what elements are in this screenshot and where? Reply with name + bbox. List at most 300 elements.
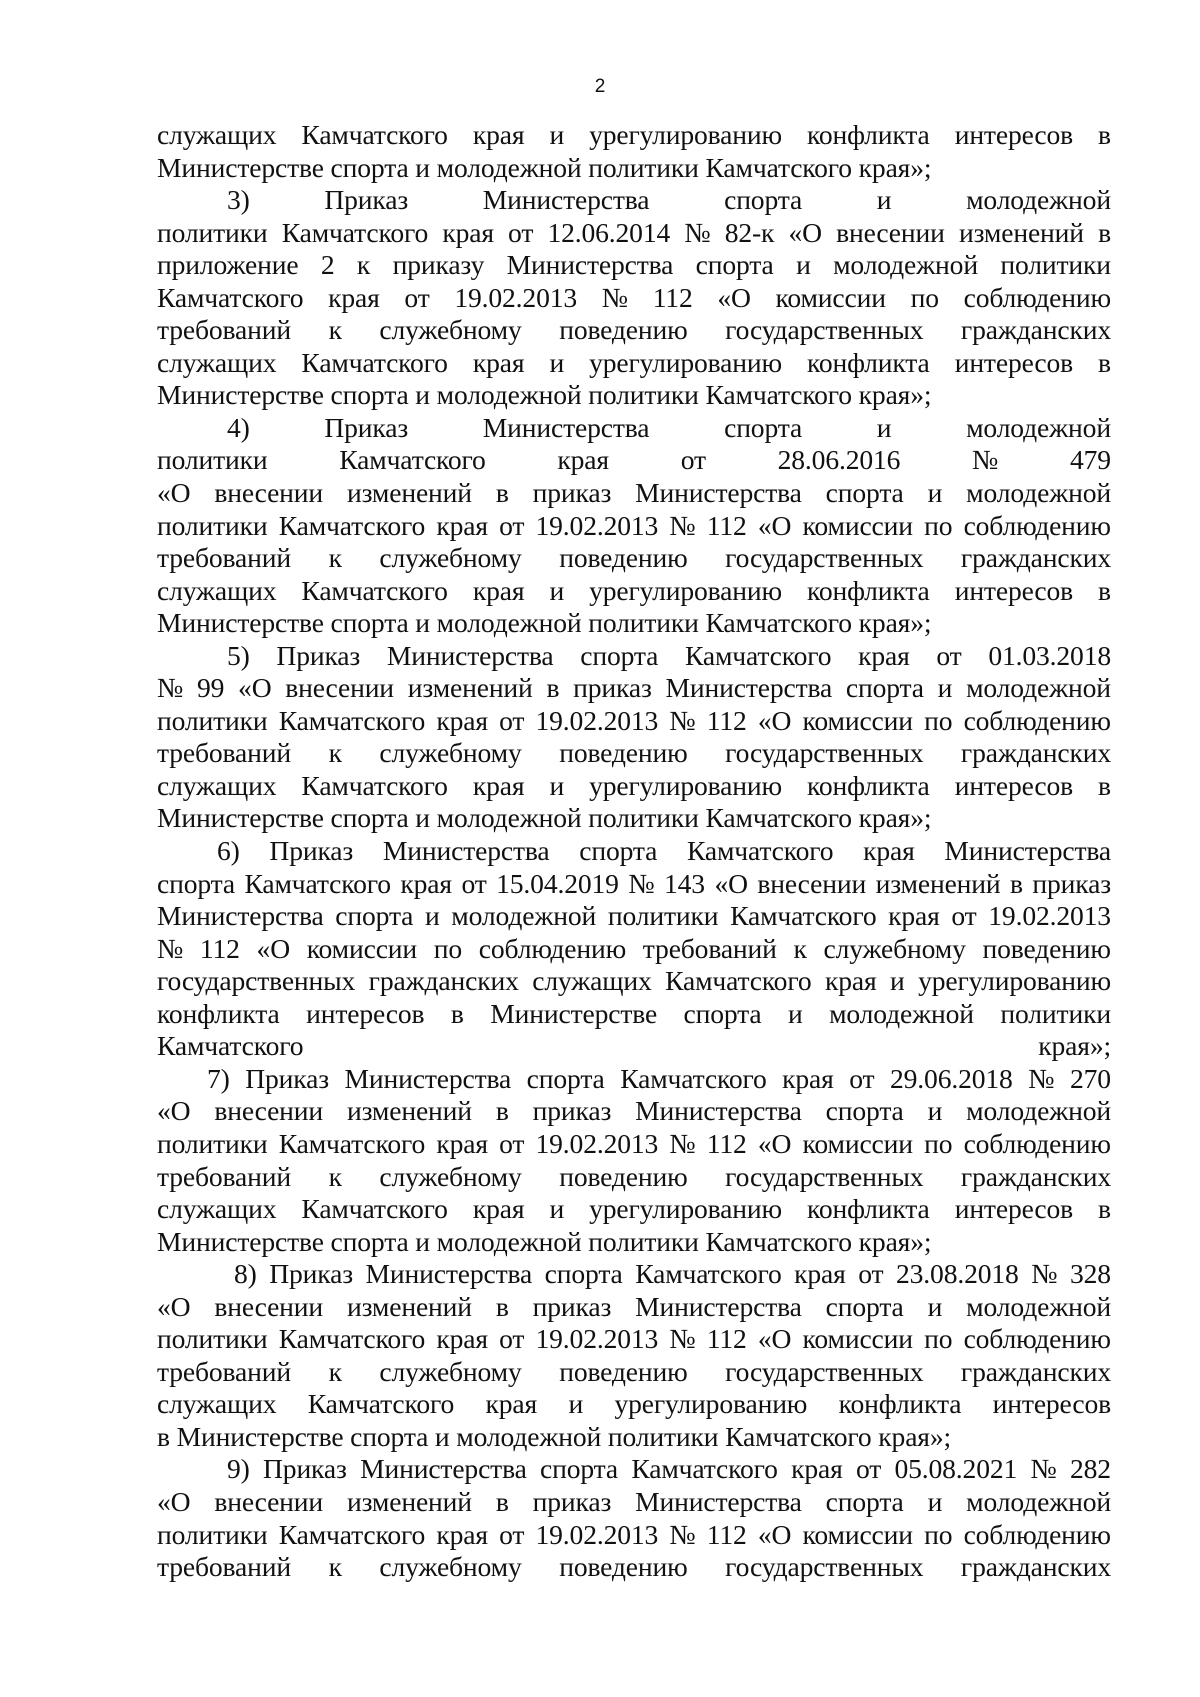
word: к [356, 249, 371, 281]
word: № [157, 932, 184, 964]
word: требований [157, 1355, 291, 1387]
word: политики [157, 704, 268, 736]
word: «О [757, 509, 792, 541]
word: гражданских [960, 1160, 1111, 1192]
word: политики [1000, 997, 1111, 1029]
word: гражданских [960, 737, 1111, 769]
word: спорта [526, 1062, 605, 1094]
word: «О [757, 1323, 792, 1355]
word: края [888, 900, 940, 932]
text-line [157, 1356, 1111, 1389]
word: от [499, 509, 525, 541]
word: края [436, 1323, 488, 1355]
word: молодежной [966, 1485, 1111, 1517]
word: Камчатского [301, 1193, 448, 1225]
word: Министерстве [490, 997, 658, 1029]
word: внесении [214, 477, 324, 509]
word: Приказ [276, 639, 361, 671]
text-line [157, 1161, 1111, 1194]
word: приказ [573, 672, 652, 704]
word: внесении [214, 1095, 324, 1127]
text-line [157, 640, 1111, 673]
text-line [157, 152, 1111, 185]
word: Камчатского [278, 704, 426, 736]
line-text: в Министерстве спорта и молодежной политики Камчатского края»; [157, 1420, 952, 1452]
word: интересов [954, 119, 1073, 150]
word: в [1098, 769, 1111, 801]
word: изменений [958, 216, 1084, 248]
word: края [858, 639, 910, 671]
word: урегулированию [614, 1388, 808, 1420]
word: политики [157, 1518, 268, 1550]
word: 19.02.2013 [535, 1518, 659, 1550]
word: в [1098, 1193, 1111, 1225]
text-line [157, 184, 1111, 217]
word: изменений [346, 1290, 472, 1322]
document-body [157, 119, 1111, 1584]
text-line [157, 770, 1111, 803]
word: государственных [725, 314, 924, 346]
word: 19.02.2013 [454, 281, 578, 313]
word: урегулированию [589, 769, 782, 801]
word: Камчатского [301, 769, 448, 801]
word: 5) [227, 639, 250, 671]
word: молодежной [451, 900, 597, 932]
text-line [157, 1095, 1111, 1128]
word: № [1028, 1062, 1055, 1094]
text-line [157, 900, 1111, 933]
word: изменений [407, 672, 533, 704]
word: поведению [559, 1355, 688, 1387]
word: 112 [706, 1518, 747, 1550]
word: внесении [836, 216, 945, 248]
word: по [924, 509, 953, 541]
word: политики [157, 1323, 268, 1355]
word: 82-к [724, 216, 775, 248]
word: Приказ [263, 1453, 347, 1485]
word: Министерства [482, 184, 650, 216]
word: Приказ [269, 1258, 353, 1290]
word: 2 [320, 249, 335, 281]
text-line [157, 1226, 1111, 1259]
word: № [628, 867, 655, 899]
word: приказ [532, 1485, 612, 1517]
word: в [1098, 346, 1111, 378]
word: 112 [199, 932, 240, 964]
word: и [889, 965, 905, 997]
word: внесении [757, 867, 867, 899]
word: «О [256, 932, 290, 964]
word: в [1010, 867, 1023, 899]
word: 19.02.2013 [535, 1323, 659, 1355]
word: № [669, 1323, 696, 1355]
word: в [495, 1290, 509, 1322]
word: Камчатского [635, 1258, 782, 1290]
word: края [436, 1518, 488, 1550]
word: Камчатского [684, 639, 832, 671]
word: спорта [335, 900, 414, 932]
word: комиссии [775, 281, 886, 313]
word: спорта [724, 184, 803, 216]
word: от [936, 639, 962, 671]
word: Камчатского [244, 867, 391, 899]
text-line [157, 1193, 1111, 1226]
word: поведению [559, 314, 688, 346]
word: Камчатского [339, 444, 486, 476]
word: по [924, 1127, 953, 1159]
word: комиссии [802, 509, 913, 541]
word: интересов [306, 997, 425, 1029]
word: 6) [217, 835, 240, 867]
word: Камчатского [278, 1127, 426, 1159]
word: Камчатского [307, 1388, 455, 1420]
word: политики [157, 444, 268, 476]
text-line [157, 1323, 1111, 1356]
word: молодежной [966, 477, 1111, 509]
word: и [424, 900, 440, 932]
word: края [436, 704, 488, 736]
word: изменений [346, 1485, 472, 1517]
word: интересов [954, 769, 1073, 801]
word: 112 [706, 704, 747, 736]
word: «О [757, 1127, 792, 1159]
word: Министерства [635, 1290, 802, 1322]
word: поведению [559, 737, 688, 769]
word: 15.04.2019 [496, 867, 619, 899]
word: «О [157, 1290, 191, 1322]
word: Министерства [635, 1095, 802, 1127]
word: Министерства [635, 477, 802, 509]
text-line [157, 1291, 1111, 1324]
word: «О [757, 704, 792, 736]
word: 3) [227, 184, 250, 216]
word: политики [157, 216, 268, 248]
word: спорта [825, 1095, 904, 1127]
word: 7) [207, 1062, 230, 1094]
word: Камчатского [301, 574, 448, 606]
word: Камчатского [278, 1323, 426, 1355]
word: в [495, 1095, 509, 1127]
text-line [157, 1486, 1111, 1519]
text-line [157, 1128, 1111, 1161]
word: от [858, 1258, 884, 1290]
word: и [937, 672, 953, 704]
word: по [924, 704, 953, 736]
word: политики [1000, 249, 1111, 281]
word: политики [607, 900, 719, 932]
word: соблюдению [963, 1127, 1111, 1159]
word: соблюдению [963, 704, 1111, 736]
word: № [157, 672, 184, 704]
word: к [328, 314, 342, 346]
word: молодежной [966, 411, 1111, 443]
line-text: Министерстве спорта и молодежной политики Камчатского края»; [157, 802, 932, 834]
word: требований [157, 737, 291, 769]
text-line [157, 672, 1111, 705]
word: от [499, 704, 525, 736]
word: комиссии [306, 932, 418, 964]
word: Приказ [324, 184, 409, 216]
word: Министерства [382, 835, 550, 867]
word: приложение [157, 249, 299, 281]
word: служебному [379, 1551, 522, 1583]
word: к [328, 1160, 342, 1192]
word: и [876, 184, 892, 216]
word: 112 [706, 1323, 747, 1355]
text-line [157, 314, 1111, 347]
word: и [927, 1290, 943, 1322]
text-line [157, 444, 1111, 477]
word: спорта [695, 249, 774, 281]
text-line [157, 379, 1111, 412]
word: края [472, 119, 525, 150]
word: и [927, 1095, 943, 1127]
text-line [157, 217, 1111, 250]
word: поведению [559, 1551, 688, 1583]
word: Камчатского [278, 509, 426, 541]
word: служебному [379, 1160, 522, 1192]
word: Министерства [157, 900, 324, 932]
word: 328 [1069, 1258, 1111, 1290]
word: «О [757, 1518, 792, 1550]
word: по [924, 1518, 953, 1550]
word: к [328, 737, 342, 769]
word: приказ [532, 477, 612, 509]
word: 05.08.2021 [894, 1453, 1018, 1485]
word: Камчатского [730, 900, 877, 932]
word: молодежной [966, 1095, 1111, 1127]
text-line [157, 998, 1111, 1031]
word: 112 [706, 509, 747, 541]
line-text: Министерстве спорта и молодежной политики Камчатского края»; [157, 379, 932, 411]
word: урегулированию [589, 1193, 782, 1225]
text-line [157, 510, 1111, 543]
word: по [910, 281, 939, 313]
text-line [157, 965, 1111, 998]
word: изменений [875, 867, 1001, 899]
word: приказ [532, 1095, 612, 1127]
word: № [1031, 1258, 1058, 1290]
text-line [157, 412, 1111, 445]
word: края [472, 346, 525, 378]
word: 19.02.2013 [535, 1127, 659, 1159]
word: Камчатского [301, 119, 448, 150]
word: гражданских [960, 314, 1111, 346]
word: служащих [157, 574, 277, 606]
word: от [508, 216, 534, 248]
page-number: 2 [594, 76, 606, 97]
text-line [157, 1453, 1111, 1486]
text-line [157, 933, 1111, 966]
word: № [684, 216, 711, 248]
word: спорта [579, 835, 658, 867]
word: Министерства [635, 1485, 802, 1517]
word: Приказ [324, 411, 409, 443]
word: служебному [379, 1355, 522, 1387]
word: Приказ [269, 835, 354, 867]
word: и [549, 346, 565, 378]
word: конфликта [807, 574, 930, 606]
word: и [787, 997, 803, 1029]
line-text: Министерстве спорта и молодежной политики Камчатского края»; [157, 607, 932, 639]
text-line [157, 575, 1111, 608]
word: Министерства [344, 1062, 512, 1094]
word: края [328, 281, 380, 313]
word: «О [157, 1095, 191, 1127]
word: в [495, 477, 509, 509]
word: и [549, 1193, 565, 1225]
word: соблюдению [963, 1323, 1111, 1355]
word: приказ [532, 1290, 612, 1322]
word: № [601, 281, 628, 313]
word: 29.06.2018 [890, 1062, 1013, 1094]
word: конфликта [807, 119, 930, 150]
word: конфликта [807, 769, 930, 801]
word: служебному [379, 542, 522, 574]
word: государственных [725, 1551, 924, 1583]
word: края [791, 1453, 843, 1485]
text-line [157, 1421, 1111, 1454]
word: и [549, 119, 565, 150]
word: Приказ [245, 1062, 329, 1094]
word: и [796, 249, 811, 281]
word: урегулированию [589, 346, 782, 378]
word: урегулированию [918, 965, 1111, 997]
word: внесении [285, 672, 394, 704]
word: политики [157, 509, 268, 541]
word: 8) [234, 1258, 257, 1290]
word: «О [788, 216, 822, 248]
word: соблюдению [963, 509, 1111, 541]
word: внесении [214, 1290, 324, 1322]
word: спорта [580, 639, 659, 671]
word: в [495, 1485, 509, 1517]
word: в [450, 997, 464, 1029]
text-line [157, 477, 1111, 510]
word: служащих [157, 1193, 277, 1225]
word: изменений [346, 477, 472, 509]
word: от [680, 444, 706, 476]
word: комиссии [802, 1323, 913, 1355]
word: № [669, 1127, 696, 1159]
text-line [157, 1063, 1111, 1096]
word: требований [157, 542, 291, 574]
word: к [328, 1551, 342, 1583]
word: № [669, 509, 696, 541]
word: Министерства [360, 1453, 527, 1485]
word: государственных [725, 1355, 924, 1387]
word: к [328, 542, 342, 574]
word: 23.08.2018 [896, 1258, 1019, 1290]
text-line [157, 282, 1111, 315]
word: Камчатского [281, 216, 429, 248]
word: интересов [992, 1388, 1111, 1420]
text-line [157, 347, 1111, 380]
text-line [157, 1030, 1111, 1063]
word: государственных [157, 965, 356, 997]
word: приказу [392, 249, 485, 281]
word: к [793, 932, 807, 964]
word: внесении [214, 1485, 324, 1517]
word: по [924, 1323, 953, 1355]
word: спорта [825, 1290, 904, 1322]
word: 282 [1070, 1453, 1111, 1485]
text-line [157, 1519, 1111, 1552]
word: от [499, 1323, 525, 1355]
word: Министерства [365, 1258, 533, 1290]
text-line [157, 542, 1111, 575]
word: поведению [559, 542, 688, 574]
word: комиссии [802, 1127, 913, 1159]
word: «О [157, 1485, 191, 1517]
word: 4) [227, 411, 250, 443]
word: края [442, 216, 494, 248]
word: конфликта [807, 1193, 930, 1225]
word: 28.06.2016 [777, 444, 901, 476]
word: от [849, 1062, 875, 1094]
word: соблюдению [478, 932, 627, 964]
text-line [157, 1388, 1111, 1421]
word: требований [157, 314, 291, 346]
word: приказ [1032, 867, 1111, 899]
word: № [972, 444, 999, 476]
text-line [157, 705, 1111, 738]
word: 19.02.2013 [988, 900, 1111, 932]
word: и [549, 574, 565, 606]
word: края [557, 444, 609, 476]
word: поведению [559, 1160, 688, 1192]
line-text: Министерстве спорта и молодежной политики Камчатского края»; [157, 1225, 932, 1257]
word: интересов [954, 574, 1073, 606]
word: «О [238, 672, 272, 704]
word: требований [642, 932, 777, 964]
word: края»; [1038, 1030, 1111, 1062]
word: от [951, 900, 977, 932]
word: 112 [706, 1127, 747, 1159]
word: края [782, 1062, 834, 1094]
word: спорта [845, 672, 924, 704]
word: служащих [157, 346, 277, 378]
word: служебному [379, 737, 522, 769]
word: и [876, 411, 892, 443]
word: Камчатского [631, 1453, 778, 1485]
word: 19.02.2013 [535, 509, 659, 541]
word: края [794, 1258, 846, 1290]
word: государственных [725, 542, 924, 574]
word: от [499, 1127, 525, 1159]
text-line [157, 119, 1111, 152]
word: спорта [540, 1453, 619, 1485]
text-line [157, 1551, 1111, 1584]
word: урегулированию [589, 119, 782, 150]
word: 143 [664, 867, 705, 899]
word: требований [157, 1160, 291, 1192]
word: спорта [544, 1258, 623, 1290]
word: 9) [227, 1453, 250, 1485]
word: спорта [825, 1485, 904, 1517]
word: края [436, 1127, 488, 1159]
text-line [157, 802, 1111, 835]
word: спорта [157, 867, 235, 899]
word: служебному [379, 314, 522, 346]
word: «О [157, 477, 191, 509]
word: и [568, 1388, 584, 1420]
word: молодежной [966, 1290, 1111, 1322]
word: и [927, 1485, 943, 1517]
word: соблюдению [963, 281, 1111, 313]
word: требований [157, 1551, 291, 1583]
word: конфликта [157, 997, 280, 1029]
